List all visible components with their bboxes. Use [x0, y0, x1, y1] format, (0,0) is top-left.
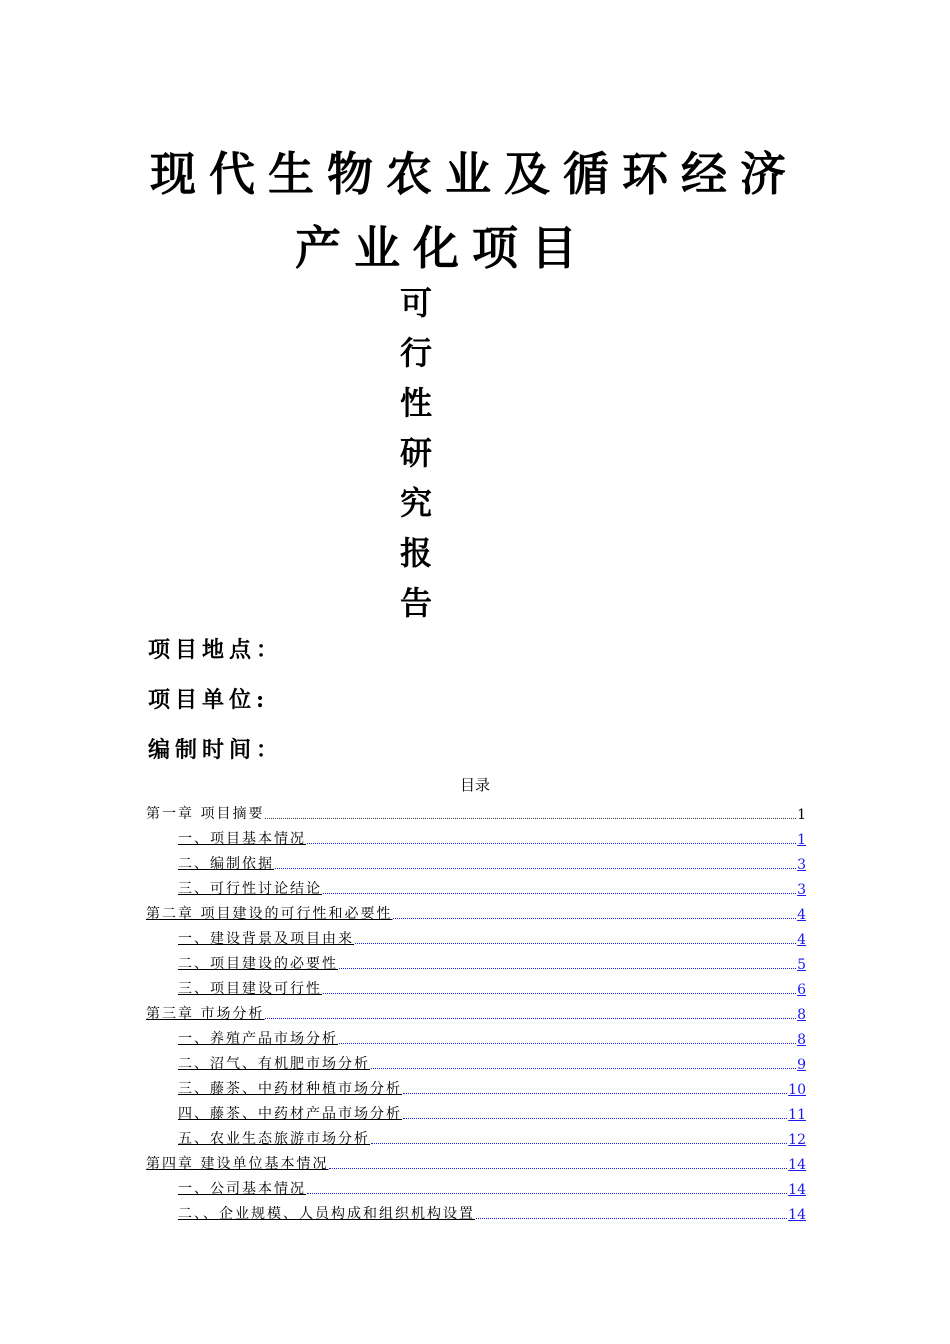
- toc-entry-label: 一、公司基本情况: [178, 1181, 306, 1197]
- toc-leader-dots: [339, 1043, 796, 1044]
- toc-entry-page: 11: [788, 1107, 806, 1123]
- toc-leader-dots: [403, 1118, 787, 1119]
- toc-entry-page: 8: [797, 1032, 806, 1048]
- toc-entry[interactable]: [146, 1023, 806, 1048]
- toc-entry-label: 一、建设背景及项目由来: [178, 931, 354, 947]
- toc-leader-dots: [339, 968, 796, 969]
- toc-entry[interactable]: [146, 923, 806, 948]
- vertical-subtitle: [396, 278, 436, 628]
- toc-leader-dots: [371, 1068, 796, 1069]
- subtitle-char: 告: [399, 584, 432, 622]
- project-unit-label: 项目单位:: [148, 687, 270, 713]
- toc-entry[interactable]: [146, 1048, 806, 1073]
- toc-entry-label: 一、项目基本情况: [178, 831, 306, 847]
- toc-entry[interactable]: [146, 898, 806, 923]
- toc-entry-page: 1: [797, 832, 806, 848]
- toc-entry-label: 三、项目建设可行性: [178, 981, 322, 997]
- toc-leader-dots: [323, 893, 796, 894]
- toc-entry-label: 二、项目建设的必要性: [178, 956, 338, 972]
- toc-entry[interactable]: [146, 1098, 806, 1123]
- toc-entry-page: 8: [797, 1007, 806, 1023]
- toc-entry[interactable]: [146, 948, 806, 973]
- toc-leader-dots: [307, 1193, 787, 1194]
- toc-entry-label: 三、可行性讨论结论: [178, 881, 322, 897]
- toc-leader-dots: [307, 843, 796, 844]
- toc-entry-page: 14: [788, 1182, 806, 1198]
- toc-heading: 目录: [459, 776, 490, 794]
- subtitle-char: 研: [399, 434, 432, 472]
- toc-entry-label: 第三章 市场分析: [146, 1006, 265, 1022]
- toc-entry-page: 5: [797, 957, 806, 973]
- toc-leader-dots: [355, 943, 796, 944]
- toc-entry-label: 二、、企业规模、人员构成和组织机构设置: [178, 1206, 475, 1222]
- toc-entry[interactable]: [146, 873, 806, 898]
- toc-entry-page: 4: [797, 932, 806, 948]
- toc-entry[interactable]: [146, 998, 806, 1023]
- project-location-label: 项目地点：: [148, 637, 284, 663]
- toc-entry-label: 一、养殖产品市场分析: [178, 1031, 338, 1047]
- toc-entry-label: 三、藤茶、中药材种植市场分析: [178, 1081, 402, 1097]
- toc-entry-page: 6: [797, 982, 806, 998]
- toc-leader-dots: [265, 818, 796, 819]
- toc-entry-label: 五、农业生态旅游市场分析: [178, 1131, 370, 1147]
- document-title-line-2: 产业化项目: [295, 221, 590, 275]
- subtitle-char: 可: [399, 284, 432, 322]
- subtitle-char: 行: [399, 334, 432, 372]
- toc-entry-page: 9: [797, 1057, 806, 1073]
- compile-date-label: 编制时间：: [148, 737, 284, 763]
- subtitle-char: 究: [399, 484, 432, 522]
- toc-entry-label: 第二章 项目建设的可行性和必要性: [146, 906, 393, 922]
- toc-entry-page: 3: [797, 857, 806, 873]
- document-title-line-1: 现代生物农业及循环经济: [150, 147, 799, 201]
- toc-entry-page: 1: [797, 807, 806, 823]
- toc-entry[interactable]: [146, 1123, 806, 1148]
- toc-entry[interactable]: [146, 1073, 806, 1098]
- toc-leader-dots: [265, 1018, 796, 1019]
- toc-leader-dots: [275, 868, 796, 869]
- toc-entry[interactable]: [146, 1198, 806, 1223]
- toc-leader-dots: [323, 993, 796, 994]
- subtitle-char: 性: [399, 384, 432, 422]
- toc-entry-label: 第四章 建设单位基本情况: [146, 1156, 329, 1172]
- toc-entry[interactable]: [146, 848, 806, 873]
- toc-entry-page: 10: [788, 1082, 806, 1098]
- subtitle-char: 报: [399, 534, 432, 572]
- table-of-contents: [146, 798, 806, 1223]
- toc-entry-page: 3: [797, 882, 806, 898]
- toc-entry[interactable]: [146, 1148, 806, 1173]
- toc-leader-dots: [329, 1168, 787, 1169]
- toc-entry-label: 四、藤茶、中药材产品市场分析: [178, 1106, 402, 1122]
- toc-leader-dots: [371, 1143, 787, 1144]
- toc-entry-page: 14: [788, 1207, 806, 1223]
- toc-entry-label: 二、编制依据: [178, 856, 274, 872]
- toc-entry-label: 二、沼气、有机肥市场分析: [178, 1056, 370, 1072]
- toc-entry-page: 12: [788, 1132, 806, 1148]
- toc-leader-dots: [476, 1218, 787, 1219]
- toc-entry-label: 第一章 项目摘要: [146, 806, 265, 822]
- toc-entry[interactable]: [146, 1173, 806, 1198]
- toc-leader-dots: [393, 918, 796, 919]
- toc-entry[interactable]: [146, 973, 806, 998]
- toc-leader-dots: [403, 1093, 787, 1094]
- toc-entry[interactable]: [146, 798, 806, 823]
- toc-entry[interactable]: [146, 823, 806, 848]
- toc-entry-page: 14: [788, 1157, 806, 1173]
- toc-entry-page: 4: [797, 907, 806, 923]
